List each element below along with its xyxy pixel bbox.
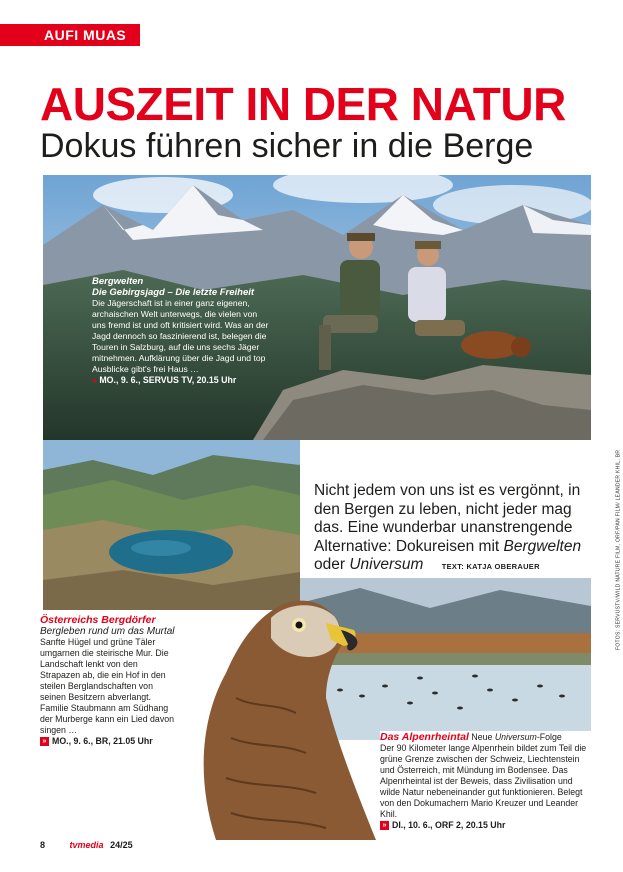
issue-number: 24/25: [110, 840, 133, 850]
alpenrheintal-airtime-row: [380, 820, 592, 831]
alpenrheintal-airtime: DI., 10. 6., ORF 2, 20.15 Uhr: [392, 820, 506, 830]
photo-red-kite: [176, 578, 376, 840]
bergwelten-subtitle: Die Gebirgsjagd – Die letzte Freiheit: [92, 287, 255, 298]
intro-part1: Nicht jedem von uns ist es vergönnt, in den Bergen zu leben, nicht jeder mag das. Eine wunderbar unanstrengende Alternative: Dokureisen mit: [314, 482, 581, 555]
photo-credit: FOTOS: SERVUSTV/WILD NATURE FILM, ORF/PAN FILM/ LEANDER KHIL, BR: [615, 449, 621, 650]
footer: [40, 840, 133, 850]
bergwelten-title: Bergwelten: [92, 276, 144, 287]
headline: AUSZEIT IN DER NATUR: [40, 78, 566, 130]
bergdoerfer-airtime-row: [40, 736, 178, 747]
alpenrheintal-title-end: -Folge: [536, 732, 562, 742]
section-kicker: AUFI MUAS I!: [0, 24, 140, 46]
double-chevron-right-icon: »: [380, 821, 389, 830]
page-number: 8: [40, 840, 46, 850]
text-credit: TEXT: KATJA OBERAUER: [441, 562, 540, 571]
bergdoerfer-subtitle: Bergleben rund um das Murtal: [40, 626, 175, 637]
bergdoerfer-body: Sanfte Hügel und grüne Täler umgarnen die steirische Mur. Die Landschaft lenkt von den Strapazen ab, die ein Hof in den steilen Berglandschaften von seinen Besitzern abverlangt. Familie Staubmann am Südhang der Murberge kann ein Lied davon singen …: [40, 637, 174, 735]
bergwelten-caption: [92, 276, 272, 386]
bergdoerfer-caption: [40, 614, 178, 747]
bergdoerfer-title: Österreichs Bergdörfer: [40, 614, 156, 626]
bergwelten-airtime-row: [92, 375, 272, 386]
intro-italic-universum: Universum: [349, 556, 424, 573]
intro-part2: oder: [314, 556, 350, 573]
alpenrheintal-title-italic: Universum: [494, 732, 537, 742]
alpenrheintal-caption: [380, 731, 592, 831]
subheadline: Dokus führen sicher in die Berge: [40, 127, 534, 165]
bergwelten-airtime: MO., 9. 6., SERVUS TV, 20.15 Uhr: [99, 375, 237, 385]
brand-logo: tvmedia: [69, 840, 104, 850]
alpenrheintal-title: Das Alpenrheintal: [380, 731, 469, 743]
bergwelten-body: Die Jägerschaft ist in einer ganz eigenen, archaischen Welt unterwegs, die vielen von uns fremd ist und oft kritisiert wird. Was an der Jagd dennoch so faszinierend ist, belegen die Touren in Salzburg, auf die uns sechs Jäger mitnehmen. Aufklärung über die Jagd und top Ausblicke gibt's frei Haus …: [92, 298, 269, 374]
alpenrheintal-title-suffix: Neue: [468, 732, 495, 742]
double-chevron-right-icon: »: [92, 375, 97, 385]
intro-text: [314, 482, 592, 577]
double-chevron-right-icon: »: [40, 737, 49, 746]
intro-italic-bergwelten: Bergwelten: [503, 537, 582, 555]
bergdoerfer-airtime: MO., 9. 6., BR, 21.05 Uhr: [52, 736, 153, 746]
alpenrheintal-body: Der 90 Kilometer lange Alpenrhein bildet zum Teil die grüne Grenze zwischen der Schweiz, Liechtenstein und Österreich, mit Mündung im Bodensee. Das Alpenrheintal ist der Beweis, dass Zivilisation und wilde Natur nebeneinander gut funktionieren. Belegt von den Dokumachern Mario Kreuzer und Leander Khil.: [380, 743, 587, 819]
